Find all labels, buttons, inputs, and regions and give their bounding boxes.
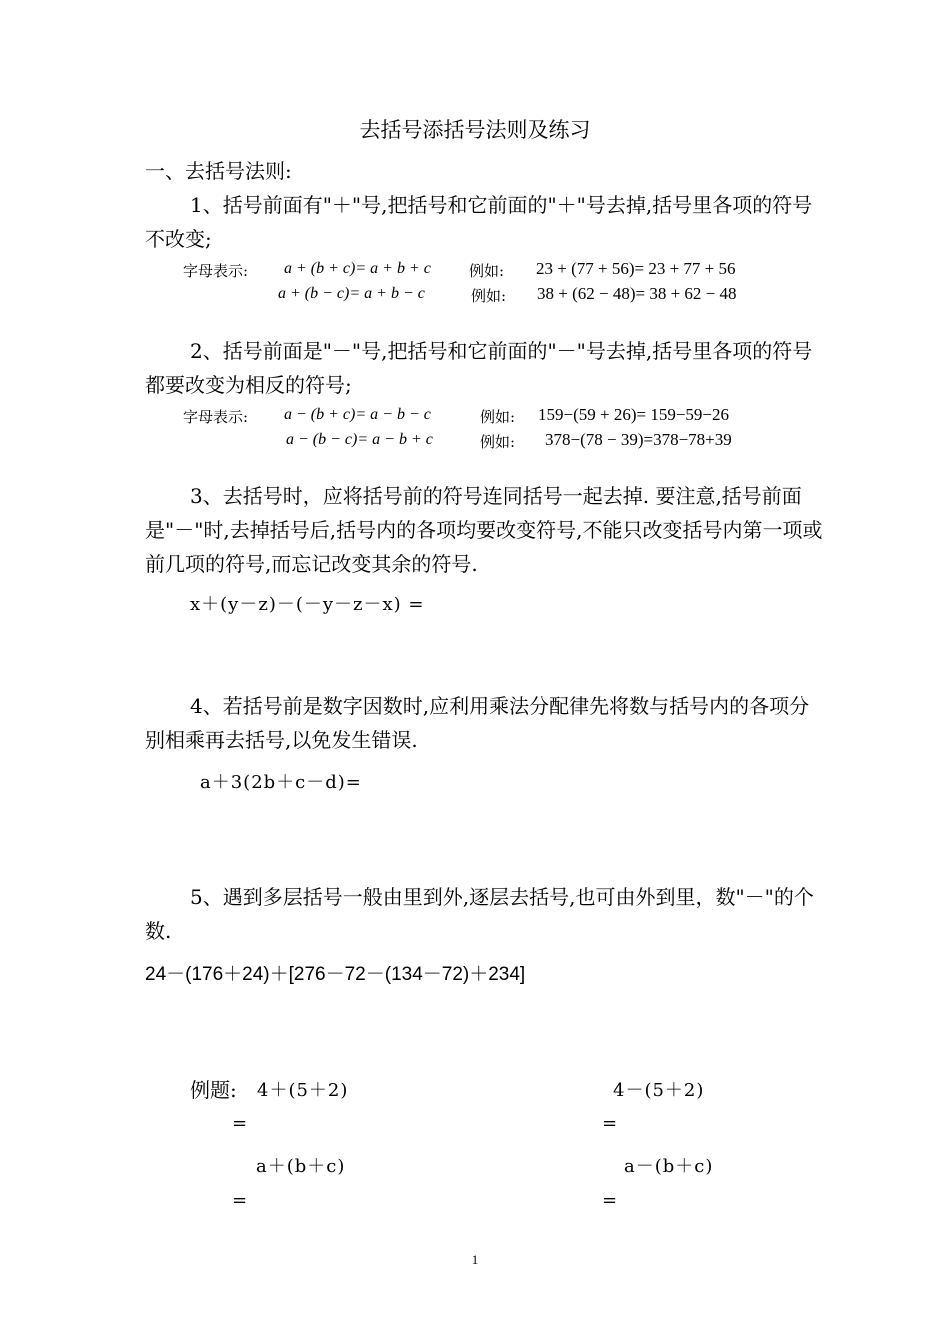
rule-4-exercise: a＋3(2b＋c－d)=: [200, 772, 362, 793]
rule-1-example-1: 23 + (77 + 56)= 23 + 77 + 56: [536, 259, 736, 278]
example-left-1: 4＋(5＋2): [257, 1080, 349, 1101]
page-number: 1: [471, 1252, 479, 1267]
example-left-2-equals: =: [232, 1190, 249, 1211]
rule-1-example-2: 38 + (62 − 48)= 38 + 62 − 48: [537, 284, 737, 303]
rule-3-exercise: x＋(y－z)－(－y－z－x) =: [190, 594, 425, 615]
rule-2-letter-label: [183, 406, 248, 427]
rule-2-example-label-2: 例如:: [480, 433, 516, 451]
example-right-2: a－(b＋c): [624, 1156, 714, 1177]
rule-2-example-1: 159−(59 + 26)= 159−59−26: [538, 405, 730, 424]
page-title: 去括号添括号法则及练习: [359, 118, 591, 142]
rule-4-text: 4、若括号前是数字因数时,应利用乘法分配律先将数与括号内的各项分别相乘再去括号,以免发生错误.: [145, 694, 810, 752]
example-right-1-equals: =: [602, 1113, 619, 1134]
letter-label: 字母表示:: [183, 408, 249, 426]
example-left-1-equals: =: [232, 1113, 249, 1134]
rule-1-formula-1: a + (b + c)= a + b + c: [284, 260, 431, 277]
rule-2-text: 2、括号前面是"－"号,把括号和它前面的"－"号去掉,括号里各项的符号都要改变为相反的符号;: [145, 339, 813, 397]
letter-label: 字母表示:: [183, 262, 249, 280]
rule-1-text: 1、括号前面有"＋"号,把括号和它前面的"＋"号去掉,括号里各项的符号不改变;: [145, 193, 813, 251]
rule-5-text: 5、遇到多层括号一般由里到外,逐层去括号,也可由外到里，数"－"的个数.: [145, 885, 814, 943]
section-heading: 一、去括号法则:: [145, 159, 292, 183]
example-right-1: 4－(5＋2): [613, 1080, 705, 1101]
rule-1-letter-label: [183, 260, 248, 281]
rule-2-formula-2: a − (b − c)= a − b + c: [286, 431, 433, 448]
rule-2-example-2: 378−(78 − 39)=378−78+39: [545, 430, 732, 449]
example-right-2-equals: =: [602, 1190, 619, 1211]
rule-1-formula-2: a + (b − c)= a + b − c: [278, 285, 425, 302]
rule-2-example-label-1: 例如:: [480, 408, 516, 426]
examples-label: 例题:: [190, 1078, 237, 1102]
rule-1-example-label-2: 例如:: [471, 287, 507, 305]
rule-3-text: 3、去括号时，应将括号前的符号连同括号一起去掉. 要注意,括号前面是"－"时,去掉括号后,括号内的各项均要改变符号,不能只改变括号内第一项或前几项的符号,而忘记改变其余的符号.: [145, 484, 823, 576]
rule-5-exercise: 24－(176＋24)＋[276－72－(134－72)＋234]: [145, 964, 526, 985]
example-left-2: a＋(b＋c): [256, 1156, 346, 1177]
rule-2-formula-1: a − (b + c)= a − b − c: [284, 406, 431, 423]
rule-1-example-label-1: 例如:: [469, 262, 505, 280]
